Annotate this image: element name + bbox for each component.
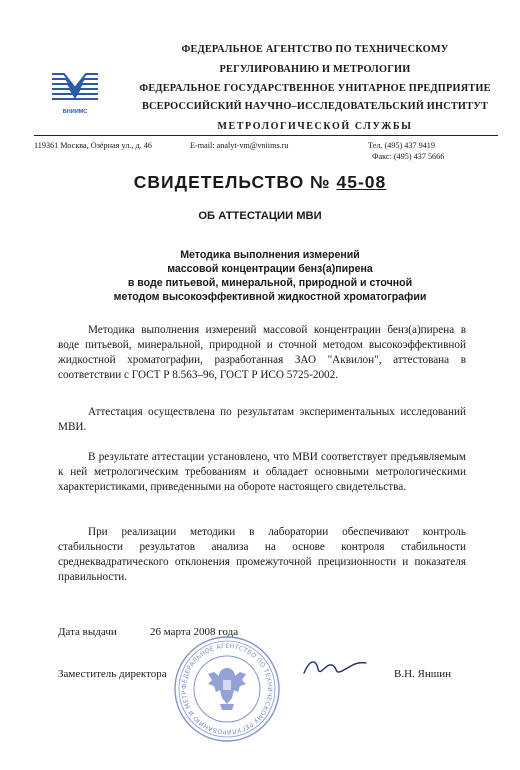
seal-icon <box>172 634 282 744</box>
paragraph-3 <box>58 450 466 495</box>
signatory-position: Заместитель директора <box>58 668 167 680</box>
handwritten-signature <box>300 655 370 681</box>
signatory-name: В.Н. Яншин <box>394 668 451 680</box>
paragraph-2-text: Аттестация осуществлена по результатам экспериментальных исследований МВИ. <box>58 406 466 433</box>
method-title-line-4: методом высокоэффективной жидкостной хроматографии <box>113 291 427 303</box>
header-enterprise-line-3: МЕТРОЛОГИЧЕСКОЙ СЛУЖБЫ <box>217 121 413 132</box>
paragraph-2 <box>58 405 466 435</box>
certificate-label: СВИДЕТЕЛЬСТВО № <box>133 172 331 192</box>
paragraph-4-text: При реализации методики в лаборатории обеспечивают контроль стабильности результатов анализа на основе контроля стабильности среднеквадратического отклонения промежуточной прецизионности и показателя правильности. <box>58 526 466 583</box>
vniims-logo <box>46 68 104 115</box>
certificate-subtitle: ОБ АТТЕСТАЦИИ МВИ <box>198 210 322 222</box>
certificate-number: 45-08 <box>336 172 387 192</box>
header-agency-line-2: РЕГУЛИРОВАНИЮ И МЕТРОЛОГИИ <box>219 64 411 75</box>
header-enterprise-line-2: ВСЕРОССИЙСКИЙ НАУЧНО–ИССЛЕДОВАТЕЛЬСКИЙ ИНСТИТУТ <box>141 101 489 112</box>
paragraph-1-text: Методика выполнения измерений массовой концентрации бенз(а)пирена в воде питьевой, минеральной, природной и сточной методом высокоэффективной жидкостной хроматографии, разработанная ЗАО "Аквилон", аттестована в соответствии с ГОСТ Р 8.563–96, ГОСТ Р ИСО 5725-2002. <box>58 324 466 381</box>
paragraph-3-text: В результате аттестации установлено, что МВИ соответствует предъявляемым к ней метрологическим требованиям и обладает основными метрологическими характеристиками, приведенными на обороте настоящего свидетельства. <box>58 451 466 493</box>
logo-label: ВНИИМС <box>62 109 88 115</box>
eagle-emblem-icon <box>208 668 246 710</box>
seal-text: ФЕДЕРАЛЬНОЕ АГЕНТСТВО ПО ТЕХНИЧЕСКОМУ РЕГУЛИРОВАНИЮ И МЕТР <box>180 642 274 736</box>
paragraph-1 <box>58 323 466 383</box>
vniims-logo-icon <box>46 68 104 108</box>
phone: Тел. (495) 437 9419 <box>368 141 435 150</box>
email: E-mail: analyt-vm@vniims.ru <box>190 141 289 150</box>
method-title-line-2: массовой концентрации бенз(а)пирена <box>167 263 373 275</box>
header-rule <box>34 135 498 136</box>
address: 119361 Москва, Озёрная ул., д. 46 <box>34 141 152 150</box>
issue-date: 26 марта 2008 года <box>150 626 239 638</box>
method-title-line-1: Методика выполнения измерений <box>180 249 360 261</box>
official-seal <box>172 634 282 744</box>
header-enterprise-line-1: ФЕДЕРАЛЬНОЕ ГОСУДАРСТВЕННОЕ УНИТАРНОЕ ПРЕДПРИЯТИЕ <box>139 83 491 94</box>
fax: Факс: (495) 437 5666 <box>372 152 445 161</box>
header-agency-line-1: ФЕДЕРАЛЬНОЕ АГЕНТСТВО ПО ТЕХНИЧЕСКОМУ <box>181 44 449 55</box>
issue-date-label: Дата выдачи <box>58 626 117 638</box>
method-title-line-3: в воде питьевой, минеральной, природной и сточной <box>127 277 413 289</box>
certificate-title <box>0 172 520 193</box>
paragraph-4 <box>58 525 466 585</box>
